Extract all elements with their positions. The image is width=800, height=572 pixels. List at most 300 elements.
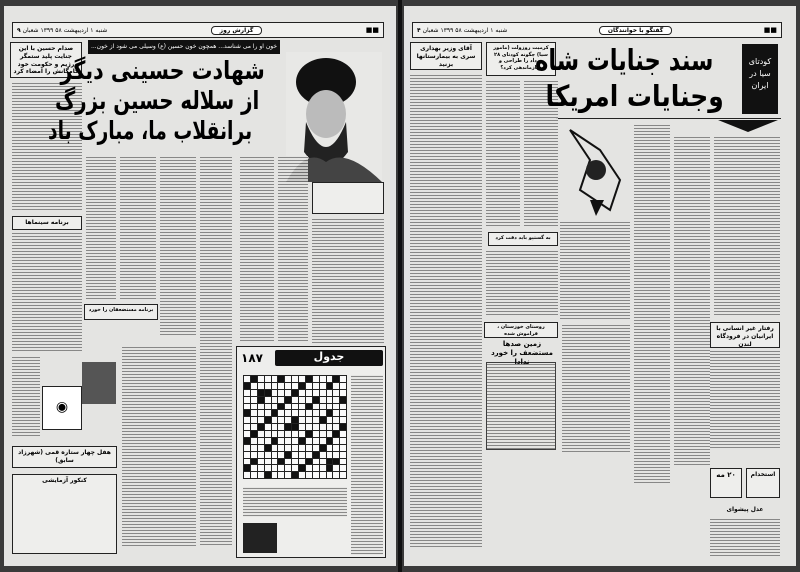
crossword-cell[interactable] — [327, 459, 333, 465]
crossword-cell[interactable] — [285, 445, 291, 451]
photo-caption — [312, 182, 384, 214]
section-label: گزارش روز — [211, 26, 263, 35]
divider — [556, 118, 781, 119]
page-number: ۹ — [17, 26, 21, 34]
issue-date: شنبه ۱ اردیبهشت ۵۸ ۱۳۹۹ شعبان — [422, 26, 508, 34]
crossword-cell[interactable] — [244, 390, 250, 396]
crossword-cell[interactable] — [272, 431, 278, 437]
crossword-cell[interactable] — [320, 472, 326, 478]
crossword-cell[interactable] — [320, 397, 326, 403]
crossword-cell[interactable] — [244, 465, 250, 471]
crossword-cell[interactable] — [306, 431, 312, 437]
headline-line: برانقلاب ما، مبارک باد — [47, 116, 252, 145]
crossword-cell[interactable] — [306, 397, 312, 403]
crossword-cell[interactable] — [292, 410, 298, 416]
page-number: ۴ — [417, 26, 421, 34]
crossword-cell[interactable] — [285, 452, 291, 458]
crossword-cell[interactable] — [285, 383, 291, 389]
crossword-cell[interactable] — [327, 390, 333, 396]
arrow-shape — [718, 120, 778, 132]
crossword-cell[interactable] — [244, 404, 250, 410]
crossword-cell[interactable] — [251, 404, 257, 410]
crossword-cell[interactable] — [272, 438, 278, 444]
crossword-cell[interactable] — [244, 410, 250, 416]
crossword-cell[interactable] — [340, 376, 346, 382]
cinema-heading: برنامه سینماها — [12, 216, 82, 230]
crossword-cell[interactable] — [327, 465, 333, 471]
crossword-cell[interactable] — [327, 472, 333, 478]
crossword-cell[interactable] — [340, 472, 346, 478]
crossword-cell[interactable] — [251, 410, 257, 416]
crossword-cell[interactable] — [251, 459, 257, 465]
crossword-cell[interactable] — [320, 410, 326, 416]
crossword-cell[interactable] — [306, 472, 312, 478]
cia-coup-box: کودتای سیا در ایران — [742, 44, 778, 114]
crossword-cell[interactable] — [333, 417, 339, 423]
crossword-cell[interactable] — [292, 376, 298, 382]
crossword-cell[interactable] — [244, 376, 250, 382]
crossword-cell[interactable] — [327, 431, 333, 437]
crossword-cell[interactable] — [292, 397, 298, 403]
crossword-cell[interactable] — [320, 431, 326, 437]
crossword-cell[interactable] — [292, 438, 298, 444]
crossword-cell[interactable] — [313, 472, 319, 478]
crossword-cell[interactable] — [258, 376, 264, 382]
crossword-cell[interactable] — [320, 390, 326, 396]
crossword-cell[interactable] — [251, 397, 257, 403]
crossword-cell[interactable] — [340, 438, 346, 444]
crossword-cell[interactable] — [306, 383, 312, 389]
crossword-cell[interactable] — [278, 404, 284, 410]
kicker: خون او را می شناسد... همچون خون حسین (ع) وسیلی می شود از خون... — [88, 40, 280, 54]
crossword-cell[interactable] — [327, 397, 333, 403]
crossword-cell[interactable] — [285, 438, 291, 444]
crossword-cell[interactable] — [272, 452, 278, 458]
crossword-cell[interactable] — [285, 376, 291, 382]
crossword-cell[interactable] — [333, 445, 339, 451]
crossword-cell[interactable] — [299, 410, 305, 416]
crossword-cell[interactable] — [292, 472, 298, 478]
crossword-cell[interactable] — [285, 424, 291, 430]
crossword-cell[interactable] — [327, 410, 333, 416]
crossword-cell[interactable] — [313, 431, 319, 437]
crossword-title: جدول — [275, 350, 383, 366]
headline-line-wrap — [534, 42, 738, 78]
crossword-cell[interactable] — [320, 438, 326, 444]
text-column — [278, 156, 308, 341]
crossword-clues — [243, 487, 347, 517]
text-column — [714, 136, 780, 316]
crossword-cell[interactable] — [292, 417, 298, 423]
crossword-cell[interactable] — [258, 410, 264, 416]
small-heading: برنامه مستضعفان را خورد — [84, 304, 158, 320]
crossword-cell[interactable] — [272, 424, 278, 430]
crossword-cell[interactable] — [313, 424, 319, 430]
crossword-cell[interactable] — [313, 459, 319, 465]
london-box: رفتار غیر انسانی با ایرانیان در فرودگاه لندن — [710, 322, 780, 348]
crossword-cell[interactable] — [265, 404, 271, 410]
crossword-cell[interactable] — [313, 383, 319, 389]
crossword-cell[interactable] — [299, 376, 305, 382]
crossword-cell[interactable] — [244, 397, 250, 403]
crossword-section — [236, 346, 386, 558]
crossword-cell[interactable] — [258, 397, 264, 403]
crossword-cell[interactable] — [244, 431, 250, 437]
crossword-cell[interactable] — [292, 459, 298, 465]
crossword-cell[interactable] — [313, 390, 319, 396]
crossword-cell[interactable] — [299, 465, 305, 471]
crossword-cell[interactable] — [292, 445, 298, 451]
crossword-cell[interactable] — [340, 459, 346, 465]
crossword-cell[interactable] — [333, 431, 339, 437]
crossword-cell[interactable] — [258, 459, 264, 465]
crossword-cell[interactable] — [313, 465, 319, 471]
crossword-cell[interactable] — [251, 445, 257, 451]
text-column — [120, 156, 156, 301]
main-headline — [534, 42, 738, 114]
main-headline — [47, 56, 286, 146]
crossword-cell[interactable] — [278, 417, 284, 423]
person-photo — [82, 362, 116, 404]
crossword-cell[interactable] — [272, 390, 278, 396]
crossword-cell[interactable] — [285, 472, 291, 478]
crossword-cell[interactable] — [306, 376, 312, 382]
crossword-cell[interactable] — [333, 459, 339, 465]
crossword-cell[interactable] — [258, 472, 264, 478]
text-column — [410, 74, 482, 548]
crossword-cell[interactable] — [265, 431, 271, 437]
crossword-cell[interactable] — [278, 376, 284, 382]
crossword-number: ۱۸۷ — [241, 351, 263, 365]
crossword-cell[interactable] — [327, 376, 333, 382]
crossword-cell[interactable] — [258, 452, 264, 458]
crossword-cell[interactable] — [320, 465, 326, 471]
crossword-cell[interactable] — [244, 417, 250, 423]
crossword-cell[interactable] — [258, 417, 264, 423]
crossword-cell[interactable] — [292, 383, 298, 389]
left-newspaper-page — [4, 6, 396, 566]
crossword-cell[interactable] — [272, 472, 278, 478]
side-box: صدام حسین با این جنایت پلید ستمگر رژیم و حکومت خود کامگانش را امضاء کرد — [10, 42, 82, 78]
crossword-cell[interactable] — [251, 390, 257, 396]
crossword-cell[interactable] — [278, 397, 284, 403]
crossword-cell[interactable] — [313, 397, 319, 403]
crossword-cell[interactable] — [320, 417, 326, 423]
crossword-cell[interactable] — [333, 424, 339, 430]
crossword-cell[interactable] — [272, 445, 278, 451]
text-column — [560, 221, 630, 321]
crossword-cell[interactable] — [278, 465, 284, 471]
crossword-cell[interactable] — [272, 404, 278, 410]
crossword-cell[interactable] — [258, 431, 264, 437]
text-column — [12, 356, 40, 436]
headline-line-wrap — [60, 56, 286, 86]
crossword-cell[interactable] — [306, 390, 312, 396]
crossword-cell[interactable] — [299, 417, 305, 423]
crossword-cell[interactable] — [333, 438, 339, 444]
headline-line: از سلاله حسین بزرگ — [54, 86, 259, 115]
crossword-cell[interactable] — [313, 417, 319, 423]
crossword-cell[interactable] — [306, 417, 312, 423]
crossword-cell[interactable] — [292, 452, 298, 458]
kermit-box: کرمیت روزولت (مامور سیا) چگونه کودتای ۲۸ مرداد را طراحی و سازماندهی کرد؟ — [486, 42, 556, 76]
crossword-cell[interactable] — [306, 459, 312, 465]
crossword-cell[interactable] — [327, 404, 333, 410]
right-newspaper-page — [404, 6, 796, 566]
crossword-cell[interactable] — [313, 445, 319, 451]
crossword-cell[interactable] — [278, 383, 284, 389]
headline-line: شهادت حسینی دیگر — [60, 56, 265, 85]
headline-line: وجنایات امریکا — [545, 79, 724, 113]
police-heading: به گستپو باید دقت کرد — [488, 232, 558, 246]
village-story — [486, 362, 556, 450]
crossword-cell[interactable] — [327, 438, 333, 444]
crossword-solution — [243, 523, 277, 553]
crossword-clues — [351, 375, 383, 555]
crossword-cell[interactable] — [292, 424, 298, 430]
crossword-cell[interactable] — [251, 383, 257, 389]
crossword-cell[interactable] — [340, 465, 346, 471]
crossword-cell[interactable] — [244, 459, 250, 465]
crossword-cell[interactable] — [299, 383, 305, 389]
crossword-cell[interactable] — [306, 465, 312, 471]
crossword-cell[interactable] — [265, 376, 271, 382]
issue-date: شنبه ۱ اردیبهشت ۵۸ ۱۳۹۹ شعبان — [22, 26, 108, 34]
crossword-cell[interactable] — [272, 397, 278, 403]
crossword-cell[interactable] — [244, 472, 250, 478]
crossword-cell[interactable] — [299, 445, 305, 451]
crossword-cell[interactable] — [320, 376, 326, 382]
crossword-cell[interactable] — [251, 472, 257, 478]
page-header — [12, 22, 384, 38]
crossword-cell[interactable] — [299, 404, 305, 410]
crossword-cell[interactable] — [251, 438, 257, 444]
crossword-cell[interactable] — [333, 383, 339, 389]
headline-line-wrap — [545, 78, 738, 114]
text-column — [486, 80, 520, 228]
crossword-cell[interactable] — [265, 452, 271, 458]
crossword-cell[interactable] — [313, 404, 319, 410]
crossword-cell[interactable] — [258, 445, 264, 451]
crossword-cell[interactable] — [333, 390, 339, 396]
crossword-cell[interactable] — [272, 376, 278, 382]
crossword-cell[interactable] — [251, 376, 257, 382]
crossword-cell[interactable] — [340, 431, 346, 437]
headline-line-wrap — [54, 86, 286, 116]
crossword-cell[interactable] — [340, 452, 346, 458]
crossword-cell[interactable] — [244, 424, 250, 430]
crossword-cell[interactable] — [265, 445, 271, 451]
page-header — [412, 22, 782, 38]
crossword-cell[interactable] — [272, 459, 278, 465]
crossword-cell[interactable] — [251, 452, 257, 458]
hiring-ad-box: استخدام — [746, 468, 780, 498]
crossword-cell[interactable] — [320, 383, 326, 389]
crossword-cell[interactable] — [306, 410, 312, 416]
crossword-cell[interactable] — [265, 410, 271, 416]
illustration — [560, 120, 632, 216]
crossword-cell[interactable] — [272, 465, 278, 471]
crossword-cell[interactable] — [320, 452, 326, 458]
crossword-cell[interactable] — [299, 438, 305, 444]
crossword-cell[interactable] — [272, 417, 278, 423]
crossword-cell[interactable] — [299, 452, 305, 458]
crossword-cell[interactable] — [299, 390, 305, 396]
page-gutter — [398, 0, 402, 572]
crossword-cell[interactable] — [299, 397, 305, 403]
text-column — [634, 124, 670, 484]
ad-box: ۲۰ مه — [710, 468, 742, 498]
crossword-cell[interactable] — [299, 431, 305, 437]
crossword-cell[interactable] — [320, 424, 326, 430]
crossword-cell[interactable] — [258, 438, 264, 444]
crossword-cell[interactable] — [292, 404, 298, 410]
crossword-cell[interactable] — [313, 410, 319, 416]
crossword-cell[interactable] — [285, 397, 291, 403]
crossword-cell[interactable] — [333, 376, 339, 382]
village-box: روستای خوزستان ، فراموش شده — [484, 322, 558, 338]
crossword-cell[interactable] — [340, 417, 346, 423]
crossword-cell[interactable] — [340, 404, 346, 410]
crossword-cell[interactable] — [327, 383, 333, 389]
crossword-cell[interactable] — [299, 459, 305, 465]
crossword-cell[interactable] — [278, 459, 284, 465]
headline-line-wrap — [47, 116, 286, 146]
text-column — [200, 156, 232, 546]
text-column — [240, 156, 274, 341]
text-column — [86, 156, 116, 301]
crossword-cell[interactable] — [285, 465, 291, 471]
crossword-cell[interactable] — [265, 397, 271, 403]
crossword-cell[interactable] — [251, 417, 257, 423]
crossword-cell[interactable] — [272, 410, 278, 416]
crossword-cell[interactable] — [265, 424, 271, 430]
crossword-cell[interactable] — [285, 390, 291, 396]
crossword-cell[interactable] — [333, 472, 339, 478]
crossword-cell[interactable] — [292, 465, 298, 471]
crossword-cell[interactable] — [327, 445, 333, 451]
text-column — [122, 346, 196, 546]
crossword-cell[interactable] — [285, 431, 291, 437]
crossword-cell[interactable] — [251, 424, 257, 430]
crossword-cell[interactable] — [306, 445, 312, 451]
crossword-cell[interactable] — [333, 465, 339, 471]
crossword-cell[interactable] — [265, 390, 271, 396]
crossword-cell[interactable] — [313, 376, 319, 382]
text-column — [710, 518, 780, 558]
crossword-cell[interactable] — [244, 383, 250, 389]
crossword-cell[interactable] — [265, 472, 271, 478]
crossword-cell[interactable] — [278, 452, 284, 458]
crossword-cell[interactable] — [265, 438, 271, 444]
crossword-cell[interactable] — [340, 445, 346, 451]
crossword-cell[interactable] — [327, 424, 333, 430]
crossword-cell[interactable] — [327, 452, 333, 458]
crossword-cell[interactable] — [340, 397, 346, 403]
text-column — [312, 218, 384, 343]
crossword-cell[interactable] — [258, 383, 264, 389]
crossword-cell[interactable] — [292, 431, 298, 437]
crossword-cell[interactable] — [313, 438, 319, 444]
section-label: گفتگو با خوانندگان — [599, 26, 672, 35]
crossword-cell[interactable] — [244, 438, 250, 444]
crossword-cell[interactable] — [278, 424, 284, 430]
crossword-cell[interactable] — [265, 417, 271, 423]
crossword-cell[interactable] — [333, 404, 339, 410]
text-column — [674, 136, 710, 466]
crossword-cell[interactable] — [313, 452, 319, 458]
text-column — [562, 324, 630, 454]
crossword-cell[interactable] — [251, 465, 257, 471]
crossword-cell[interactable] — [265, 383, 271, 389]
crossword-cell[interactable] — [278, 410, 284, 416]
bottom-heading: عدل پیشوای — [726, 506, 764, 513]
cinema-listings — [12, 232, 82, 352]
crossword-cell[interactable] — [285, 459, 291, 465]
crossword-cell[interactable] — [306, 424, 312, 430]
crossword-cell[interactable] — [292, 390, 298, 396]
crossword-cell[interactable] — [278, 445, 284, 451]
crossword-cell[interactable] — [278, 472, 284, 478]
crossword-cell[interactable] — [278, 438, 284, 444]
crossword-cell[interactable] — [306, 452, 312, 458]
crossword-cell[interactable] — [265, 459, 271, 465]
crossword-cell[interactable] — [320, 404, 326, 410]
crossword-cell[interactable] — [299, 424, 305, 430]
crossword-cell[interactable] — [340, 424, 346, 430]
crossword-cell[interactable] — [333, 410, 339, 416]
crossword-cell[interactable] — [333, 397, 339, 403]
crossword-cell[interactable] — [340, 390, 346, 396]
crossword-cell[interactable] — [258, 465, 264, 471]
crossword-cell[interactable] — [285, 417, 291, 423]
crossword-cell[interactable] — [327, 417, 333, 423]
masthead-logo: ■■ — [365, 26, 379, 34]
crossword-cell[interactable] — [244, 452, 250, 458]
crossword-cell[interactable] — [285, 404, 291, 410]
london-story — [710, 350, 780, 448]
crossword-cell[interactable] — [340, 410, 346, 416]
crossword-cell[interactable] — [320, 445, 326, 451]
land-heading: زمین صدها مستضعف را خورد ندادا — [491, 340, 553, 366]
crossword-cell[interactable] — [251, 431, 257, 437]
crossword-grid[interactable] — [243, 375, 347, 479]
crossword-cell[interactable] — [320, 459, 326, 465]
exam-ad-box: کنکور آزمایشی — [12, 474, 117, 554]
crossword-cell[interactable] — [258, 424, 264, 430]
ad-logo: ◉ — [42, 386, 82, 430]
crossword-cell[interactable] — [244, 445, 250, 451]
crossword-cell[interactable] — [333, 452, 339, 458]
text-column — [486, 250, 558, 316]
text-column — [160, 156, 196, 336]
crossword-cell[interactable] — [258, 390, 264, 396]
crossword-cell[interactable] — [278, 431, 284, 437]
crossword-cell[interactable] — [278, 390, 284, 396]
crossword-cell[interactable] — [265, 465, 271, 471]
crossword-cell[interactable] — [272, 383, 278, 389]
crossword-cell[interactable] — [306, 438, 312, 444]
crossword-cell[interactable] — [306, 404, 312, 410]
crossword-cell[interactable] — [299, 472, 305, 478]
crossword-cell[interactable] — [258, 404, 264, 410]
masthead-logo: ■■ — [763, 26, 777, 34]
headline-line: سند جنایات شاه — [534, 43, 713, 77]
crossword-cell[interactable] — [340, 383, 346, 389]
crossword-cell[interactable] — [285, 410, 291, 416]
minister-box: آقای وزیر بهداری سری به بیمارستانها بزنید — [410, 42, 482, 70]
ad-box: هفل چهار ستاره قمی (شهرزاد سابق) — [12, 446, 117, 468]
